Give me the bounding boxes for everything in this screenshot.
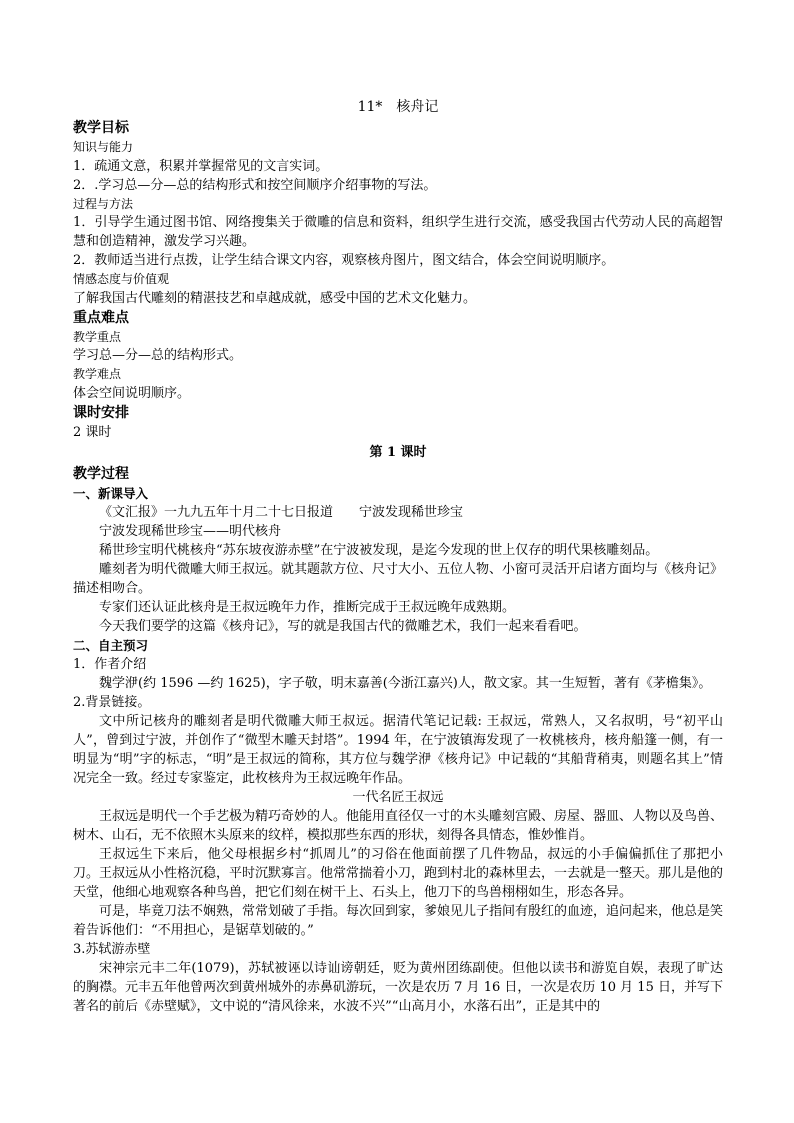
key-subheading: 教学重点 — [73, 329, 122, 344]
part1-paragraph-3: 稀世珍宝明代桃核舟“苏东坡夜游赤壁”在宁波被发现，是迄今发现的世上仅存的明代果核雕刻品。 — [99, 542, 659, 558]
process-heading: 过程与方法 — [73, 196, 134, 211]
su-text: 宋神宗元丰二年(1079)，苏轼被诬以诗讪谤朝廷，贬为黄州团练副使。但他以读书和游览自娱，表现了旷达的胸襟。元丰五年他曾两次到黄州城外的赤鼻矶游玩，一次是农历 7 月 16 日，一次是农历 10 月 15 日，并写下著名的前后《赤壁赋》，文中说的“清风徐来，水波不兴”“山高月小，水落石出”，正是其中的 — [73, 960, 723, 1014]
author-heading: 1．作者介绍 — [73, 656, 147, 672]
wang-paragraph-3: 可是，毕竟刀法不娴熟，常常划破了手指。每次回到家，爹娘见儿子指间有殷红的血迹，追问起来，他总是笑着告诉他们：“不用担心，是锯草划破的。” — [73, 903, 724, 938]
key-heading: 重点难点 — [73, 309, 129, 326]
part1-paragraph-1: 《文汇报》一九九五年十月二十七日报道 宁波发现稀世珍宝 — [99, 504, 464, 520]
key-text: 学习总—分—总的结构形式。 — [73, 348, 243, 363]
su-heading: 3.苏轼游赤壁 — [73, 941, 151, 957]
process-item-1: 1．引导学生通过图书馆、网络搜集关于微雕的信息和资料，组织学生进行交流，感受我国古代劳动人民的高超智慧和创造精神，激发学习兴趣。 — [73, 215, 723, 249]
schedule-heading: 课时安排 — [73, 404, 129, 421]
background-text: 文中所记核舟的雕刻者是明代微雕大师王叔远。据清代笔记记载: 王叔远，常熟人，又名叔明，号“初平山人”，曾到过宁波，并创作了“微型木雕天封塔”。1994 年，在宁波镇海发现了一枚桃核舟，核舟船篷一侧，有一明显为“明”字的标志，“明”是王叔远的简称，其方位与魏学洢《核舟记》中记载的“其船背稍夷，则题名其上”情况完全一致。经过专家鉴定，此枚核舟为王叔远晚年作品。 — [73, 713, 723, 786]
schedule-text: 2 课时 — [73, 424, 112, 440]
wang-paragraph-1: 王叔远是明代一个手艺极为精巧奇妙的人。他能用直径仅一寸的木头雕刻宫殿、房屋、器皿、人物以及鸟兽、树木、山石，无不依照木头原来的纹样，模拟那些东西的形状，刻得各具情态，惟妙惟肖。 — [73, 808, 724, 843]
knowledge-item-1: 1．疏通文意，积累并掌握常见的文言实词。 — [73, 158, 329, 174]
difficulty-text: 体会空间说明顺序。 — [73, 385, 191, 401]
part1-paragraph-2: 宁波发现稀世珍宝——明代核舟 — [99, 523, 282, 539]
wang-paragraph-2: 王叔远生下来后，他父母根据乡村“抓周儿”的习俗在他面前摆了几件物品，叔远的小手偏偏抓住了那把小刀。王叔远从小性格沉稳，平时沉默寡言。他常常揣着小刀，跑到村北的森林里去，一去就是一整天。那儿是他的天堂，他细心地观察各种鸟兽，把它们刻在树干上、石头上，他刀下的鸟兽栩栩如生，形态各异。 — [73, 846, 724, 900]
wang-title: 一代名匠王叔远 — [352, 789, 444, 805]
document-page — [73, 96, 723, 1016]
goals-heading: 教学目标 — [73, 120, 129, 136]
knowledge-item-2: 2．.学习总—分—总的结构形式和按空间顺序介绍事物的写法。 — [73, 177, 437, 193]
lesson-title: 第 1 课时 — [369, 444, 427, 460]
emotion-heading: 情感态度与价值观 — [73, 272, 170, 286]
part1-paragraph-6: 今天我们要学的这篇《核舟记》，写的就是我国古代的微雕艺术，我们一起来看看吧。 — [99, 618, 587, 634]
procedure-heading: 教学过程 — [73, 465, 129, 482]
part1-paragraph-4: 雕刻者为明代微雕大师王叔远。就其题款方位、尺寸大小、五位人物、小窗可灵活开启诸方面均与《核舟记》描述相吻合。 — [73, 561, 724, 596]
difficulty-subheading: 教学难点 — [73, 367, 122, 381]
page-title: 11* 核舟记 — [357, 99, 439, 115]
part1-paragraph-5: 专家们还认证此核舟是王叔远晚年力作，推断完成于王叔远晚年成熟期。 — [99, 599, 516, 615]
knowledge-heading: 知识与能力 — [73, 140, 134, 154]
part1-heading: 一、新课导入 — [73, 485, 149, 501]
part2-heading: 二、自主预习 — [73, 637, 149, 653]
author-text: 魏学洢(约 1596 —约 1625)，字子敬，明末嘉善(今浙江嘉兴)人，散文家。其一生短暂，著有《茅檐集》。 — [99, 675, 712, 691]
process-item-2: 2．教师适当进行点拨，让学生结合课文内容，观察核舟图片，图文结合，体会空间说明顺序。 — [73, 253, 615, 268]
emotion-item-1: 了解我国古代雕刻的精湛技艺和卓越成就，感受中国的艺术文化魅力。 — [73, 290, 477, 306]
background-heading: 2.背景链接。 — [73, 694, 151, 710]
